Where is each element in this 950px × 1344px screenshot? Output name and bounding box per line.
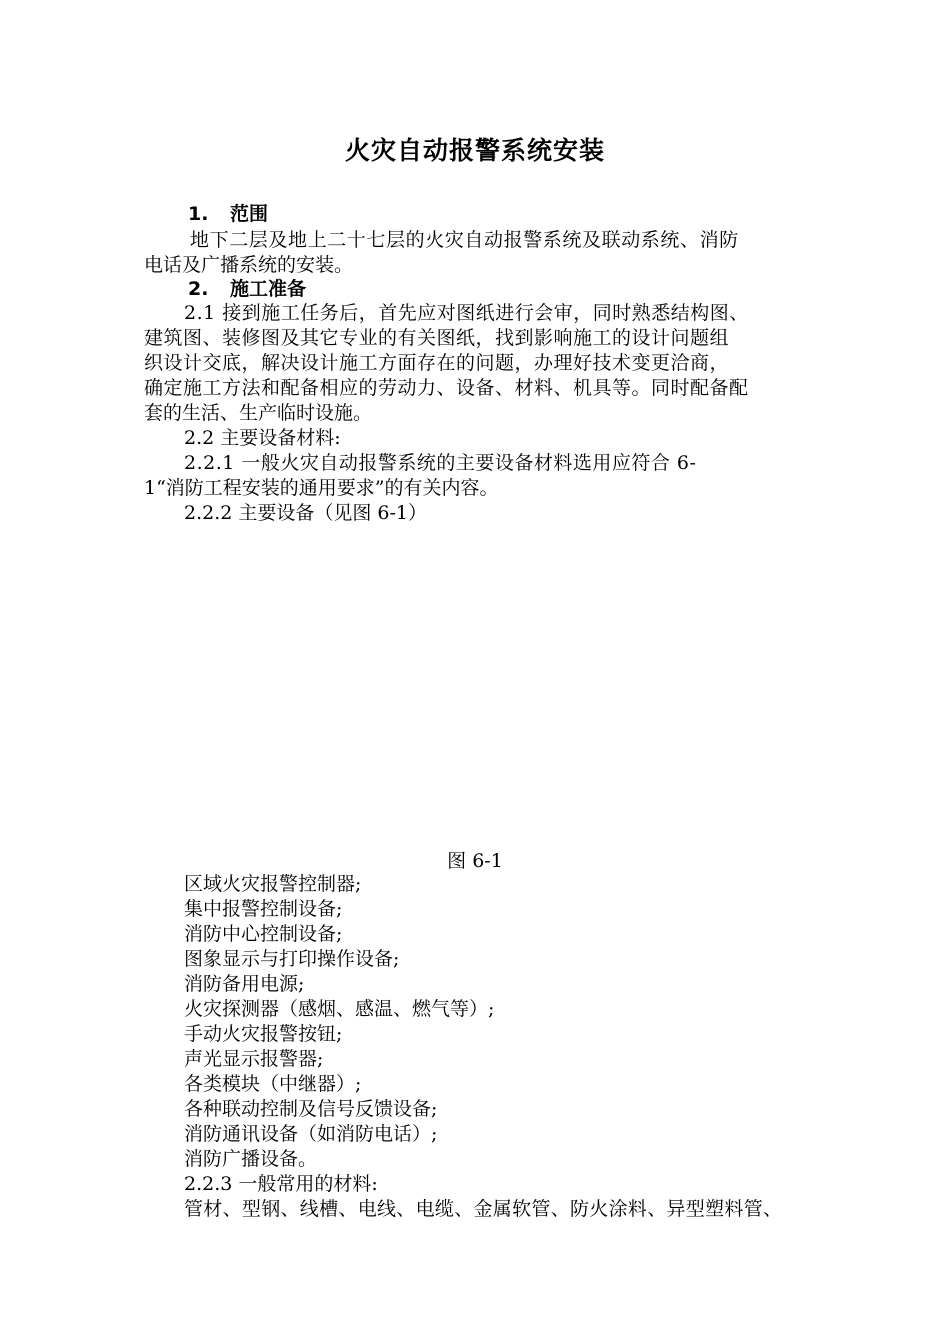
equipment-item: 手动火灾报警按钮; xyxy=(184,1023,343,1045)
equipment-item: 消防中心控制设备; xyxy=(184,923,343,945)
paragraph-2-2-2: 2.2.2 主要设备（见图 6-1） xyxy=(184,502,428,524)
document-title: 火灾自动报警系统安装 xyxy=(344,136,605,165)
equipment-item: 图象显示与打印操作设备; xyxy=(184,948,400,970)
paragraph-2-1-line: 建筑图、装修图及其它专业的有关图纸，找到影响施工的设计问题组 xyxy=(144,327,730,349)
section-1-text-line: 电话及广播系统的安装。 xyxy=(144,254,354,276)
section-2-heading xyxy=(188,276,306,302)
section-1-title: 范围 xyxy=(230,203,269,225)
paragraph-2-1-line: 织设计交底，解决设计施工方面存在的问题，办理好技术变更洽商， xyxy=(144,352,730,374)
paragraph-2-1-line: 套的生活、生产临时设施。 xyxy=(144,402,373,424)
materials-line: 管材、型钢、线槽、电线、电缆、金属软管、防火涂料、异型塑料管、 xyxy=(184,1198,783,1220)
section-2-title: 施工准备 xyxy=(230,278,307,300)
paragraph-2-2-1-line: 2.2.1 一般火灾自动报警系统的主要设备材料选用应符合 6- xyxy=(184,452,697,474)
equipment-item: 消防广播设备。 xyxy=(184,1148,318,1170)
equipment-item: 声光显示报警器; xyxy=(184,1048,324,1070)
equipment-item: 消防通讯设备（如消防电话）; xyxy=(184,1123,438,1145)
paragraph-2-1-line: 2.1 接到施工任务后，首先应对图纸进行会审，同时熟悉结构图、 xyxy=(184,302,749,324)
section-1-number: 1. xyxy=(188,203,209,225)
paragraph-2-1-line: 确定施工方法和配备相应的劳动力、设备、材料、机具等。同时配备配 xyxy=(144,377,749,399)
section-2-number: 2. xyxy=(188,278,209,300)
paragraph-2-2-1-line: 1“消防工程安装的通用要求”的有关内容。 xyxy=(144,477,499,499)
equipment-item: 消防备用电源; xyxy=(184,973,305,995)
section-1-text-line: 地下二层及地上二十七层的火灾自动报警系统及联动系统、消防 xyxy=(190,229,739,251)
section-1-heading xyxy=(188,201,268,227)
paragraph-2-2-3: 2.2.3 一般常用的材料: xyxy=(184,1173,378,1195)
equipment-item: 集中报警控制设备; xyxy=(184,898,343,920)
equipment-item: 火灾探测器（感烟、感温、燃气等）; xyxy=(184,998,495,1020)
equipment-item: 各类模块（中继器）; xyxy=(184,1073,362,1095)
equipment-item: 区域火灾报警控制器; xyxy=(184,873,362,895)
figure-caption: 图 6-1 xyxy=(447,850,503,872)
equipment-item: 各种联动控制及信号反馈设备; xyxy=(184,1098,438,1120)
paragraph-2-2: 2.2 主要设备材料: xyxy=(184,427,341,449)
